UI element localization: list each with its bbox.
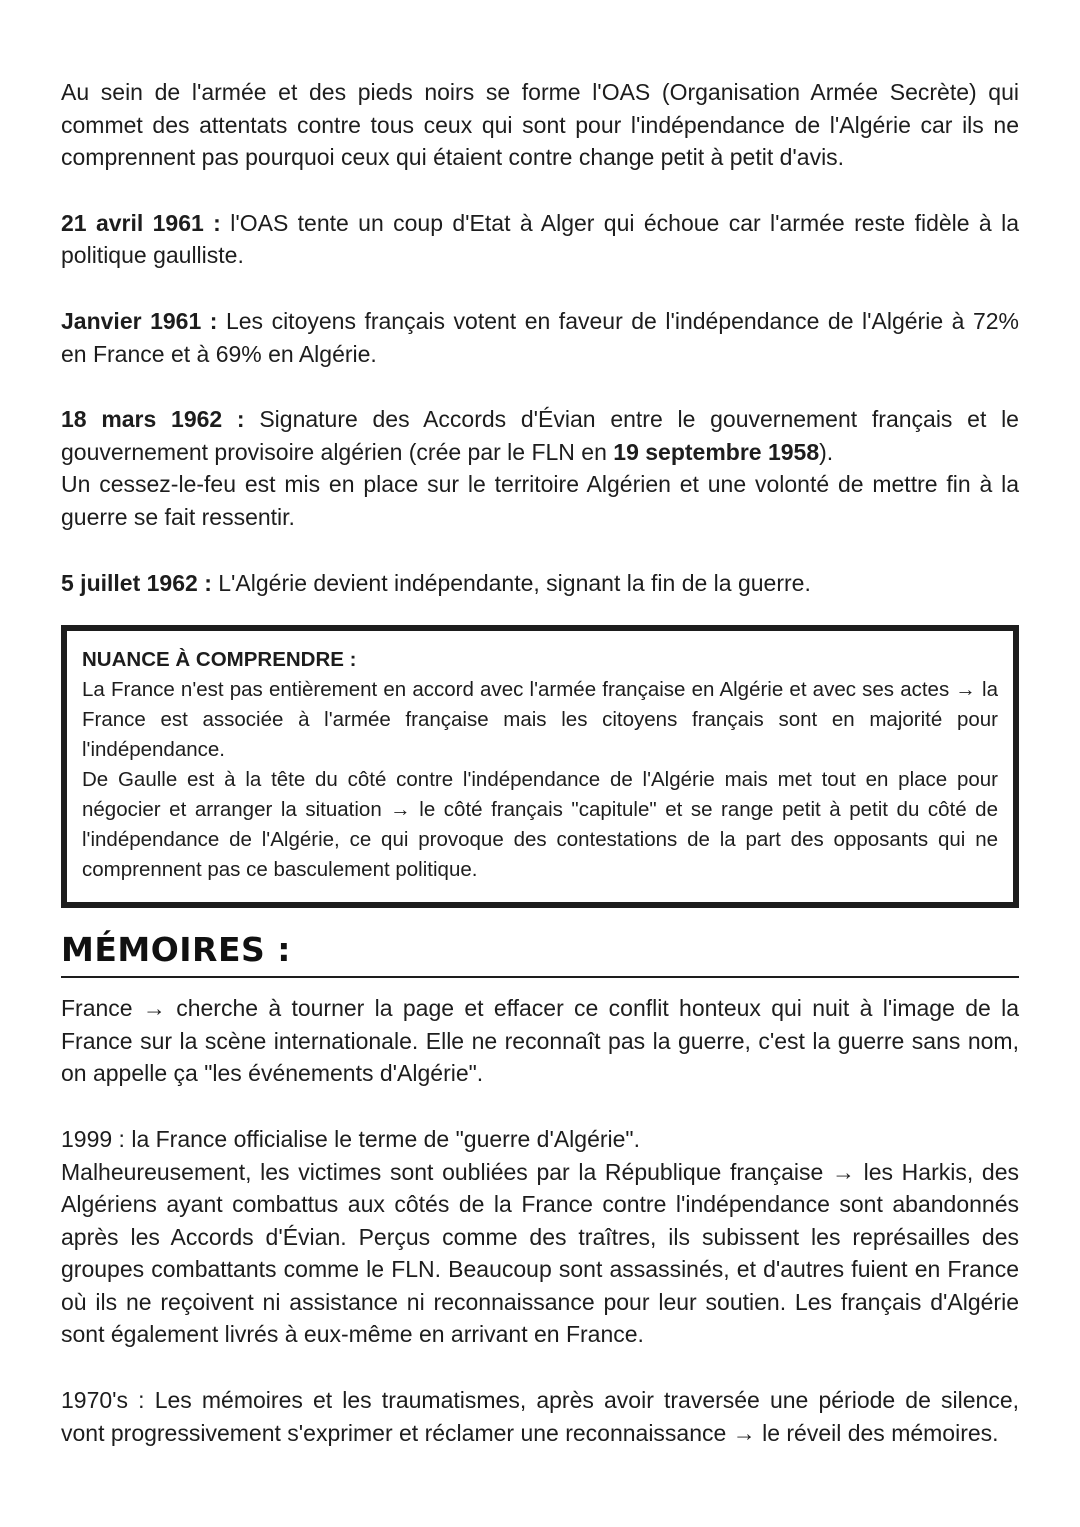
- event-date: 18 mars 1962 :: [61, 406, 245, 433]
- event-text: Les citoyens français votent en faveur de l'indépendance de l'Algérie à 72% en France et à 69% en Algérie.: [61, 307, 1019, 367]
- event-bold-date: 19 septembre 1958: [613, 438, 820, 465]
- intro-paragraph: Au sein de l'armée et des pieds noirs se forme l'OAS (Organisation Armée Secrète) qui commet des attentats contre tous ceux qui sont pour l'indépendance de l'Algérie car ils ne comprennent pas pourquoi ceux qui étaient contre change petit à petit d'avis.: [61, 79, 1019, 171]
- nuance-paragraph: La France n'est pas entièrement en accord avec l'armée française en Algérie et avec ses actes → la France est associée à l'armée française mais les citoyens français sont en majorité pour l'indépendance.: [82, 678, 998, 762]
- nuance-paragraph: De Gaulle est à la tête du côté contre l'indépendance de l'Algérie mais met tout en place pour négocier et arranger la situation → le côté français "capitule" et se range petit à petit du côté de l'indépendance de l'Algérie, ce qui provoque des contestations de la part des opposants qui ne comprennent pas ce basculement politique.: [82, 768, 998, 882]
- memoires-paragraph: 1970's : Les mémoires et les traumatismes, après avoir traversée une période de silence, vont progressivement s'exprimer et réclamer une reconnaissance → le réveil des mémoires.: [61, 1387, 1019, 1446]
- event-text: L'Algérie devient indépendante, signant la fin de la guerre.: [211, 569, 811, 596]
- event-paragraph: [61, 207, 1019, 272]
- event-date: 5 juillet 1962 :: [61, 569, 212, 596]
- event-paragraph: [61, 403, 1019, 468]
- memoires-paragraph: 1999 : la France officialise le terme de "guerre d'Algérie".: [61, 1125, 640, 1152]
- nuance-title: NUANCE À COMPRENDRE :: [82, 648, 357, 672]
- document-page: [61, 76, 1019, 1449]
- event-paragraph: [61, 305, 1019, 370]
- event-paragraph-continued: Un cessez-le-feu est mis en place sur le territoire Algérien et une volonté de mettre fin à la guerre se fait ressentir.: [61, 471, 1019, 530]
- event-text: l'OAS tente un coup d'Etat à Alger qui échoue car l'armée reste fidèle à la politique gaulliste.: [61, 209, 1019, 269]
- memoires-paragraph: France → cherche à tourner la page et effacer ce conflit honteux qui nuit à l'image de la France sur la scène internationale. Elle ne reconnaît pas la guerre, c'est la guerre sans nom, on appelle ça "les événements d'Algérie".: [61, 995, 1019, 1087]
- event-date: 21 avril 1961 :: [61, 209, 221, 236]
- event-text: ).: [819, 438, 834, 465]
- section-title: MÉMOIRES :: [61, 930, 1019, 978]
- event-text: Signature des Accords d'Évian entre le gouvernement français et le gouvernement provisoire algérien (crée par le FLN en: [61, 406, 1019, 465]
- event-paragraph: [61, 567, 1019, 600]
- event-date: Janvier 1961 :: [61, 307, 218, 334]
- memoires-paragraph: Malheureusement, les victimes sont oubliées par la République française → les Harkis, des Algériens ayant combattus aux côtés de la France contre l'indépendance sont abandonnés après les Accords d'Évian. Perçus comme des traîtres, ils subissent les représailles des groupes combattants comme le FLN. Beaucoup sont assassinés, et d'autres fuient en France où ils ne reçoivent ni assistance ni reconnaissance pour leur soutien. Les français d'Algérie sont également livrés à eux-même en arrivant en France.: [61, 1158, 1019, 1348]
- nuance-box: [61, 625, 1019, 908]
